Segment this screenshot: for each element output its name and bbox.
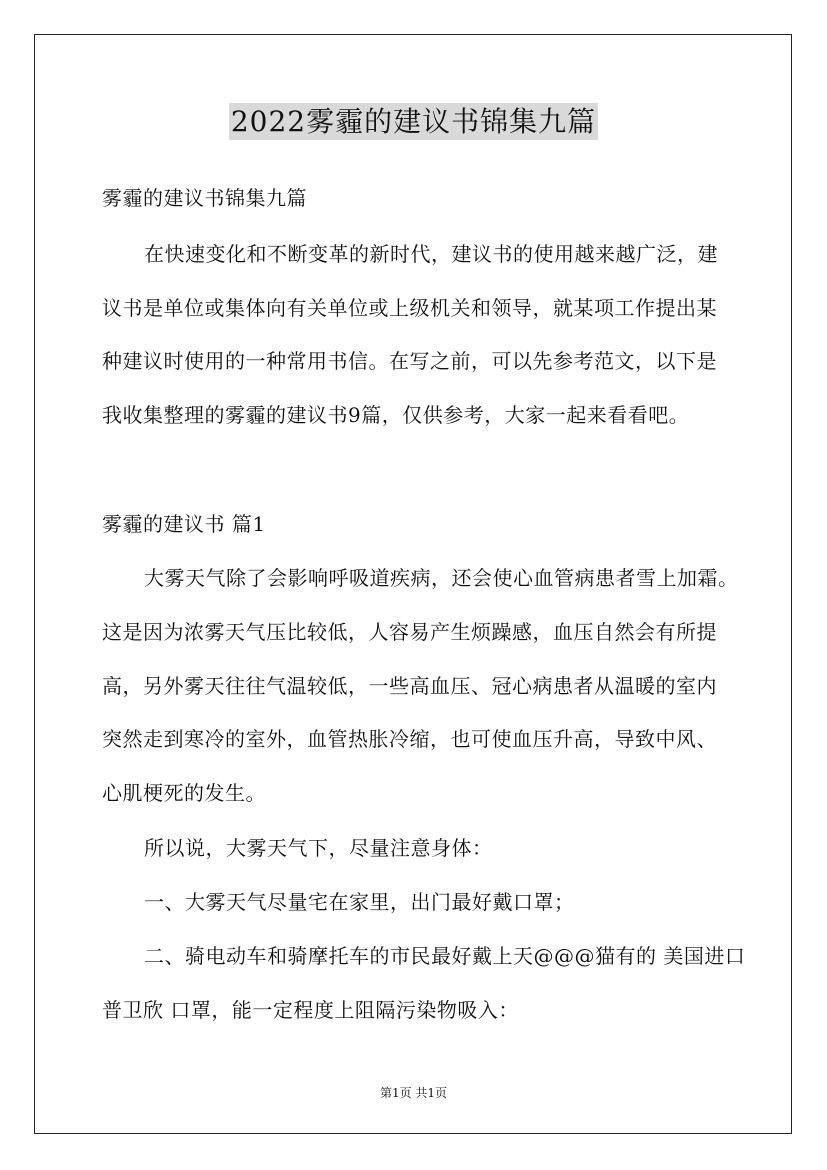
subtitle: 雾霾的建议书锦集九篇 — [102, 186, 307, 210]
document-title: 2022雾霾的建议书锦集九篇 — [230, 105, 597, 138]
paragraph-line: 我收集整理的雾霾的建议书9篇，仅供参考，大家一起来看看吧。 — [102, 403, 690, 427]
page-footer: 第1页 共1页 — [379, 1086, 448, 1100]
paragraph-line: 普卫欣 口罩，能一定程度上阻隔污染物吸入： — [102, 998, 519, 1022]
paragraph-line: 种建议时使用的一种常用书信。在写之前，可以先参考范文，以下是 — [102, 349, 717, 373]
paragraph-line: 所以说，大雾天气下，尽量注意身体： — [144, 836, 493, 860]
paragraph-line: 高，另外雾天往往气温较低，一些高血压、冠心病患者从温暖的室内 — [102, 674, 717, 698]
paragraph-line: 心肌梗死的发生。 — [102, 781, 266, 805]
paragraph-line: 在快速变化和不断变革的新时代，建议书的使用越来越广泛，建 — [144, 242, 718, 266]
paragraph-line: 突然走到寒冷的室外，血管热胀冷缩，也可使血压升高，导致中风、 — [102, 727, 717, 751]
document-title-container — [0, 100, 827, 140]
paragraph-line: 议书是单位或集体向有关单位或上级机关和领导，就某项工作提出某 — [102, 296, 717, 320]
section-heading: 雾霾的建议书 篇1 — [102, 512, 266, 536]
paragraph-line: 大雾天气除了会影响呼吸道疾病，还会使心血管病患者雪上加霜。 — [144, 566, 739, 590]
paragraph-line: 二、骑电动车和骑摩托车的市民最好戴上天@@@猫有的 美国进口 — [144, 944, 746, 968]
paragraph-line: 一、大雾天气尽量宅在家里，出门最好戴口罩； — [144, 890, 575, 914]
paragraph-line: 这是因为浓雾天气压比较低，人容易产生烦躁感，血压自然会有所提 — [102, 620, 717, 644]
